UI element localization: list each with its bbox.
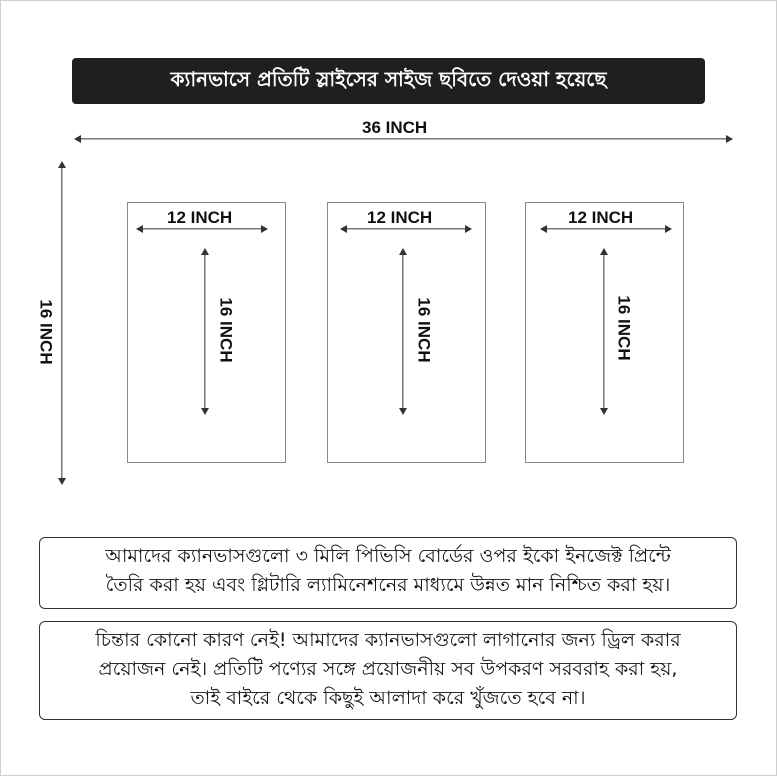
panel-2-width-arrow bbox=[341, 224, 471, 234]
panel-1-height-arrow bbox=[200, 249, 210, 414]
panel-1-width-label: 12 INCH bbox=[167, 208, 233, 227]
title-text: ক্যানভাসে প্রতিটি স্লাইসের সাইজ ছবিতে দেওয়া হয়েছে bbox=[170, 66, 607, 91]
panel-2-width-label: 12 INCH bbox=[367, 208, 433, 227]
material-info-line-1: আমাদের ক্যানভাসগুলো ৩ মিলি পিভিসি বোর্ডের ওপর ইকো ইনজেক্ট প্রিন্টে bbox=[105, 545, 671, 567]
installation-info-box bbox=[39, 621, 737, 720]
title-banner bbox=[72, 58, 705, 104]
panel-3-width-arrow bbox=[541, 224, 671, 234]
panel-3-height-label: 16 INCH bbox=[614, 295, 634, 361]
material-info-box bbox=[39, 537, 737, 609]
total-width-label: 36 INCH bbox=[362, 118, 428, 137]
total-height-arrow bbox=[57, 162, 67, 484]
material-info-line-2: তৈরি করা হয় এবং গ্লিটারি ল্যামিনেশনের মাধ্যমে উন্নত মান নিশ্চিত করা হয়। bbox=[105, 574, 671, 596]
installation-info-line-1: চিন্তার কোনো কারণ নেই! আমাদের ক্যানভাসগুলো লাগানোর জন্য ড্রিল করার bbox=[95, 629, 681, 651]
installation-info-line-2: প্রয়োজন নেই। প্রতিটি পণ্যের সঙ্গে প্রয়োজনীয় সব উপকরণ সরবরাহ করা হয়, bbox=[98, 658, 678, 680]
panel-1-height-label: 16 INCH bbox=[216, 297, 236, 363]
total-height-label: 16 INCH bbox=[36, 299, 56, 365]
total-width-arrow bbox=[75, 134, 732, 144]
panel-3-height-arrow bbox=[599, 249, 609, 414]
panel-2-height-label: 16 INCH bbox=[414, 297, 434, 363]
panel-3-width-label: 12 INCH bbox=[568, 208, 634, 227]
panel-1-width-arrow bbox=[137, 224, 267, 234]
installation-info-line-3: তাই বাইরে থেকে কিছুই আলাদা করে খুঁজতে হবে না। bbox=[190, 687, 586, 709]
panel-2-height-arrow bbox=[398, 249, 408, 414]
